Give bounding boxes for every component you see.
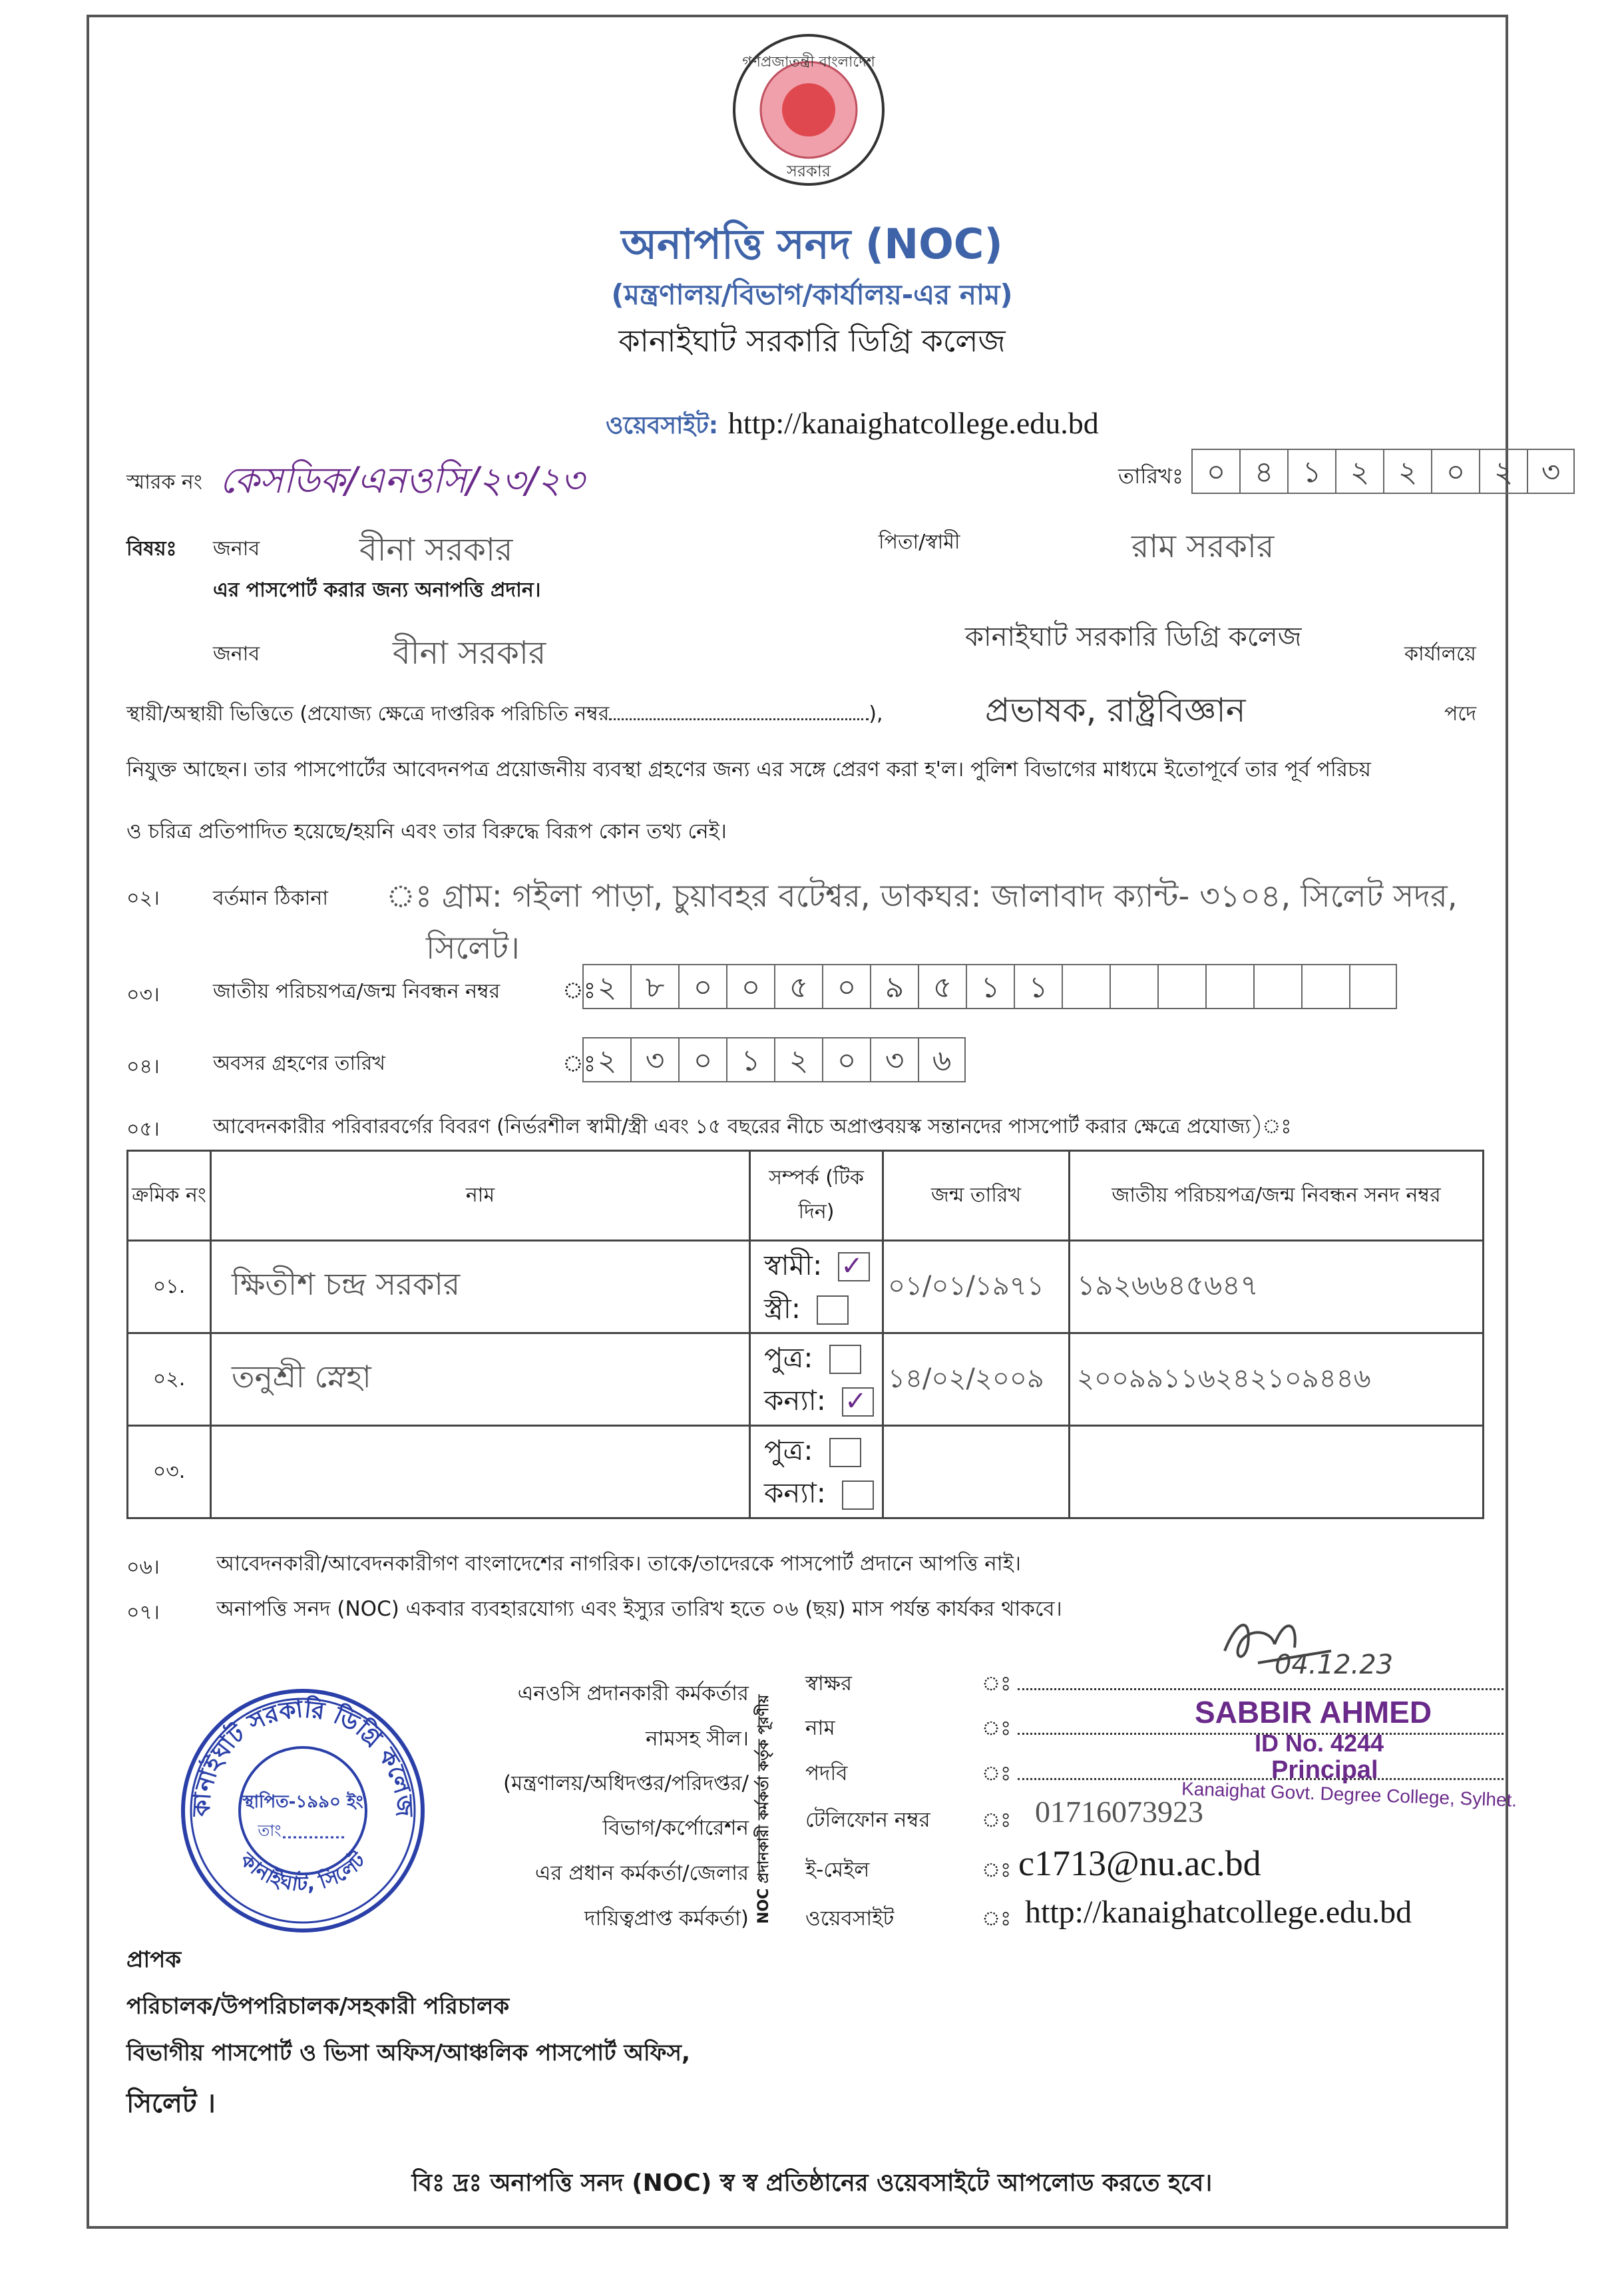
table-row: ০১. ক্ষিতীশ চন্দ্র সরকার স্বামী: ✓ স্ত্রী: ০১/০১/১৯৭১ ১৯২৬৬৪৫৬৪৭ — [128, 1241, 1484, 1333]
retirement-date-boxes: ২ ৩ ০ ১ ২ ০ ৩ ৬ — [582, 1037, 966, 1082]
officer-desc-3: (মন্ত্রণালয়/অধিদপ্তর/পরিদপ্তর/ — [503, 1771, 749, 1795]
footer-note: বিঃ দ্রঃ অনাপত্তি সনদ (NOC) স্ব স্ব প্রতিষ্ঠানের ওয়েবসাইটে আপলোড করতে হবে। — [411, 2169, 1213, 2197]
item-02-num: ০২। — [126, 887, 160, 910]
basis-text: স্থায়ী/অস্থায়ী ভিত্তিতে (প্রযোজ্য ক্ষেত্রে দাপ্তরিক পরিচিতি নম্বর ), — [126, 702, 883, 726]
officer-desc-2: নামসহ সীল। — [646, 1727, 749, 1751]
seal-bottom-text: কানাইঘাট, সিলেট — [235, 1848, 371, 1897]
item-02-label: বর্তমান ঠিকানা — [213, 887, 328, 910]
subject-line2: এর পাসপোর্ট করার জন্য অনাপত্তি প্রদান। — [213, 578, 541, 602]
seal-inner-text: স্থাপিত-১৯৯০ ইং — [242, 1792, 363, 1812]
item-05-num: ০৫। — [126, 1118, 160, 1141]
item-06-num: ০৬। — [126, 1556, 160, 1579]
seal-date-label: তাং — [258, 1821, 282, 1840]
officer-vertical-note: NOC প্রদানকারী কর্মকর্তা কর্তৃক পূরণীয় — [755, 1694, 772, 1924]
item-03-num: ০৩। — [126, 983, 160, 1007]
officer-desc-4: বিভাগ/কর্পোরেশন — [602, 1816, 749, 1840]
item-05-label: আবেদনকারীর পরিবারবর্গের বিবরণ (নির্ভরশীল স্বামী/স্ত্রী এবং ১৫ বছরের নীচে অপ্রাপ্তবয়স্ক সন্তানদের পাসপোর্ট করার ক্ষেত্রে প্রযোজ্য)ঃ — [213, 1115, 1292, 1138]
subject-applicant-name: বীনা সরকার — [359, 531, 513, 568]
col-name: নাম — [211, 1151, 750, 1241]
father-name: রাম সরকার — [1131, 528, 1275, 565]
table-row: ০৩. পুত্র: কন্যা: — [128, 1426, 1484, 1518]
field-name-label: নাম — [805, 1716, 835, 1740]
officer-desc-5: এর প্রধান কর্মকর্তা/জেলার — [534, 1861, 749, 1885]
field-telephone-label: টেলিফোন নম্বর — [805, 1808, 930, 1832]
stamp-institution: Kanaighat Govt. Degree College, Sylhet. — [1181, 1778, 1518, 1811]
item-04-num: ০৪। — [126, 1055, 160, 1078]
col-nid: জাতীয় পরিচয়পত্র/জন্ম নিবন্ধন সনদ নম্বর — [1070, 1151, 1484, 1241]
memo-number: কেসডিক/এনওসি/২৩/২৩ — [220, 459, 584, 501]
website-url: http://kanaighatcollege.edu.bd — [727, 406, 1099, 440]
office-suffix: কার্যালয়ে — [1404, 642, 1476, 666]
website-line — [606, 405, 1099, 447]
date-label: তারিখঃ — [1118, 463, 1184, 489]
stamp-name: SABBIR AHMED — [1195, 1695, 1432, 1729]
document-subtitle: (মন্ত্রণালয়/বিভাগ/কার্যালয়-এর নাম) — [611, 278, 1013, 311]
stamp-title: Principal — [1271, 1756, 1378, 1784]
table-row: ০২. তনুশ্রী স্নেহা পুত্র: কন্যা: ✓ ১৪/০২/২০০৯ ২০০৯৯১১৬২৪২১০৯৪৪৬ — [128, 1333, 1484, 1426]
subject-label: বিষয়ঃ — [126, 537, 177, 561]
government-emblem — [725, 27, 892, 193]
officer-telephone: 01716073923 — [1035, 1795, 1203, 1829]
item-07-num: ০৭। — [126, 1601, 160, 1624]
office-name: কানাইঘাট সরকারি ডিগ্রি কলেজ — [618, 323, 1006, 359]
father-label: পিতা/স্বামী — [879, 531, 960, 554]
body-paragraph-line1: নিযুক্ত আছেন। তার পাসপোর্টের আবেদনপত্র প্রয়োজনীয় ব্যবস্থা গ্রহণের জন্য এর সঙ্গে প্রেরণ করা হ'ল। পুলিশ বিভাগের মাধ্যমে ইতোপূর্বে তার পূর্ব পরিচয় — [126, 758, 1371, 782]
officer-email: c1713@nu.ac.bd — [1018, 1843, 1261, 1883]
field-email-label: ই-মেইল — [805, 1858, 870, 1882]
post-suffix: পদে — [1444, 702, 1477, 726]
memo-label: স্মারক নং — [126, 471, 202, 494]
emblem-top-text: গণপ্রজাতন্ত্রী বাংলাদেশ — [742, 54, 875, 71]
officer-desc-1: এনওসি প্রদানকারী কর্মকর্তার — [517, 1682, 749, 1705]
date-boxes: ০ ৪ ১ ২ ২ ০ ২ ৩ — [1191, 449, 1575, 494]
stamp-id: ID No. 4244 — [1255, 1729, 1384, 1757]
officer-website: http://kanaighatcollege.edu.bd — [1025, 1895, 1412, 1930]
field-signature-label: স্বাক্ষর — [805, 1672, 853, 1696]
body-janab: জনাব — [213, 642, 260, 666]
item-03-label: জাতীয় পরিচয়পত্র/জন্ম নিবন্ধন নম্বর — [213, 980, 501, 1003]
body-applicant-name: বীনা সরকার — [393, 634, 546, 672]
field-website-label: ওয়েবসাইট — [805, 1907, 895, 1931]
field-designation-label: পদবি — [805, 1761, 848, 1785]
family-table — [126, 1150, 1484, 1519]
signature-date: 04.12.23 — [1275, 1650, 1394, 1680]
document-title: অনাপত্তি সনদ (NOC) — [621, 220, 1003, 268]
officer-desc-6: দায়িত্বপ্রাপ্ত কর্মকর্তা) — [584, 1907, 749, 1931]
recipient-line2: বিভাগীয় পাসপোর্ট ও ভিসা অফিস/আঞ্চলিক পাসপোর্ট অফিস, — [126, 2040, 690, 2066]
item-06-text: আবেদনকারী/আবেদনকারীগণ বাংলাদেশের নাগরিক। তাকে/তাদেরকে পাসপোর্ট প্রদানে আপত্তি নাই। — [216, 1552, 1022, 1576]
website-label: ওয়েবসাইট: — [606, 412, 719, 439]
present-address: ঃ গ্রাম: গইলা পাড়া, চুয়াবহর বটেশ্বর, ডাকঘর: জালাবাদ ক্যান্ট- ৩১০৪, সিলেট সদর, — [386, 878, 1458, 915]
college-seal — [170, 1678, 436, 1944]
emblem-bottom-text: সরকার — [786, 162, 831, 180]
svg-text:কানাইঘাট, সিলেট — [235, 1847, 371, 1896]
present-address-line2: সিলেট। — [426, 930, 520, 967]
body-paragraph-line2: ও চরিত্র প্রতিপাদিত হয়েছে/হয়নি এবং তার বিরুদ্ধে বিরূপ কোন তথ্য নেই। — [126, 819, 727, 843]
item-07-text: অনাপত্তি সনদ (NOC) একবার ব্যবহারযোগ্য এবং ইস্যুর তারিখ হতে ০৬ (ছয়) মাস পর্যন্ত কার্যকর থাকবে। — [216, 1597, 1062, 1621]
recipient-line3: সিলেট । — [126, 2088, 216, 2119]
subject-janab: জনাব — [213, 537, 260, 561]
designation: প্রভাষক, রাষ্ট্রবিজ্ঞান — [985, 691, 1246, 730]
seal-outer-text: কানাইঘাট সরকারি ডিগ্রি কলেজ — [188, 1696, 418, 1817]
body-office: কানাইঘাট সরকারি ডিগ্রি কলেজ — [965, 622, 1302, 652]
col-relation: সম্পর্ক (টিক দিন) — [750, 1151, 883, 1241]
nid-number-boxes: ২ ৮ ০ ০ ৫ ০ ৯ ৫ ১ ১ — [582, 964, 1397, 1009]
recipient-label: প্রাপক — [126, 1946, 182, 1973]
recipient-line1: পরিচালক/উপপরিচালক/সহকারী পরিচালক — [126, 1993, 510, 2020]
col-serial: ক্রমিক নং — [128, 1151, 211, 1241]
item-04-label: অবসর গ্রহণের তারিখ — [213, 1052, 385, 1075]
col-dob: জন্ম তারিখ — [883, 1151, 1070, 1241]
